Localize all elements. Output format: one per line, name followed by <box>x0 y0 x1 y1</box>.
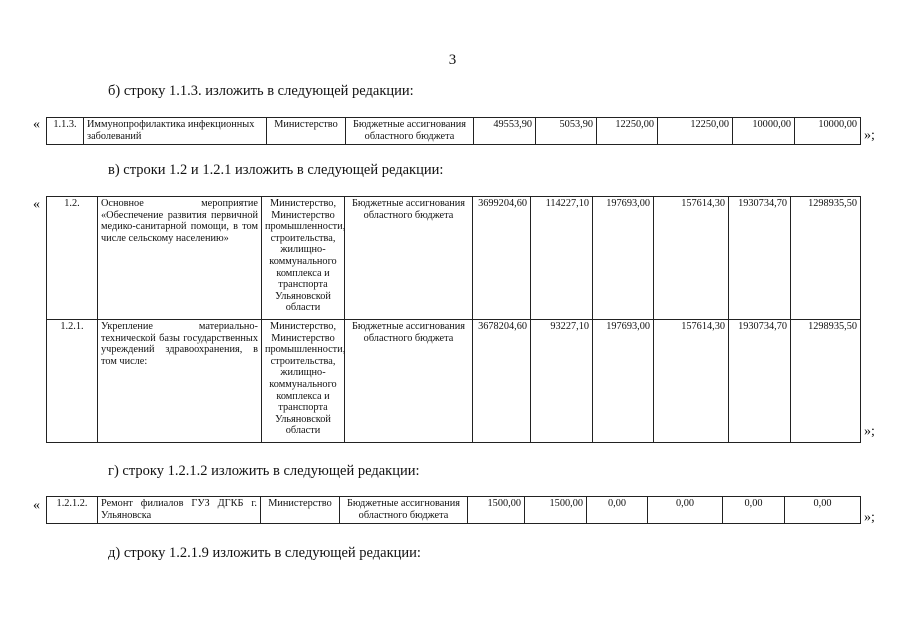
row-source: Бюджетные ассигнования областного бюджета <box>345 197 473 320</box>
value-3: 157614,30 <box>654 197 729 320</box>
row-executor: Министерство, Министерство промышленности, строительства, жилищно-коммунального комплекса и транспорта Ульяновской области <box>262 320 345 443</box>
row-executor: Министерство <box>261 497 340 524</box>
value-total: 1500,00 <box>468 497 525 524</box>
row-executor: Министерство <box>267 118 346 145</box>
table-row-1-2-1-2 <box>46 496 861 524</box>
row-name: Иммунопрофилактика инфекционных заболеваний <box>84 118 267 145</box>
table-rows-1-2 <box>46 196 861 443</box>
value-1: 93227,10 <box>531 320 593 443</box>
value-1: 1500,00 <box>525 497 587 524</box>
value-2: 197693,00 <box>593 320 654 443</box>
value-2: 197693,00 <box>593 197 654 320</box>
value-4: 10000,00 <box>733 118 795 145</box>
section-heading-d: д) строку 1.2.1.9 изложить в следующей редакции: <box>108 545 421 561</box>
value-5: 10000,00 <box>795 118 861 145</box>
quote-open: « <box>33 197 40 212</box>
row-name: Ремонт филиалов ГУЗ ДГКБ г. Ульяновска <box>98 497 261 524</box>
value-5: 1298935,50 <box>791 197 861 320</box>
value-2: 0,00 <box>587 497 648 524</box>
value-5: 0,00 <box>785 497 861 524</box>
row-number: 1.2.1. <box>47 320 98 443</box>
quote-close: »; <box>864 128 875 143</box>
section-heading-g: г) строку 1.2.1.2 изложить в следующей редакции: <box>108 463 420 479</box>
row-source: Бюджетные ассигнования областного бюджета <box>345 320 473 443</box>
value-4: 1930734,70 <box>729 320 791 443</box>
section-heading-v: в) строки 1.2 и 1.2.1 изложить в следующей редакции: <box>108 162 444 178</box>
quote-close: »; <box>864 424 875 439</box>
value-3: 157614,30 <box>654 320 729 443</box>
value-total: 3678204,60 <box>473 320 531 443</box>
value-2: 12250,00 <box>597 118 658 145</box>
value-3: 12250,00 <box>658 118 733 145</box>
value-total: 49553,90 <box>474 118 536 145</box>
row-name: Укрепление материально-технической базы государственных учреждений здравоохранения, в том числе: <box>98 320 262 443</box>
value-1: 114227,10 <box>531 197 593 320</box>
row-source: Бюджетные ассигнования областного бюджета <box>340 497 468 524</box>
quote-open: « <box>33 498 40 513</box>
value-3: 0,00 <box>648 497 723 524</box>
row-number: 1.2.1.2. <box>47 497 98 524</box>
value-5: 1298935,50 <box>791 320 861 443</box>
row-executor: Министерство, Министерство промышленности, строительства, жилищно-коммунального комплекса и транспорта Ульяновской области <box>262 197 345 320</box>
quote-open: « <box>33 117 40 132</box>
section-heading-b: б) строку 1.1.3. изложить в следующей редакции: <box>108 83 414 99</box>
quote-close: »; <box>864 510 875 525</box>
row-name: Основное мероприятие «Обеспечение развития первичной медико-санитарной помощи, в том числе сельскому населению» <box>98 197 262 320</box>
value-4: 0,00 <box>723 497 785 524</box>
value-1: 5053,90 <box>536 118 597 145</box>
row-number: 1.1.3. <box>47 118 84 145</box>
row-source: Бюджетные ассигнования областного бюджета <box>346 118 474 145</box>
value-total: 3699204,60 <box>473 197 531 320</box>
value-4: 1930734,70 <box>729 197 791 320</box>
table-row-1-1-3 <box>46 117 861 145</box>
row-number: 1.2. <box>47 197 98 320</box>
page-number: 3 <box>448 52 457 68</box>
